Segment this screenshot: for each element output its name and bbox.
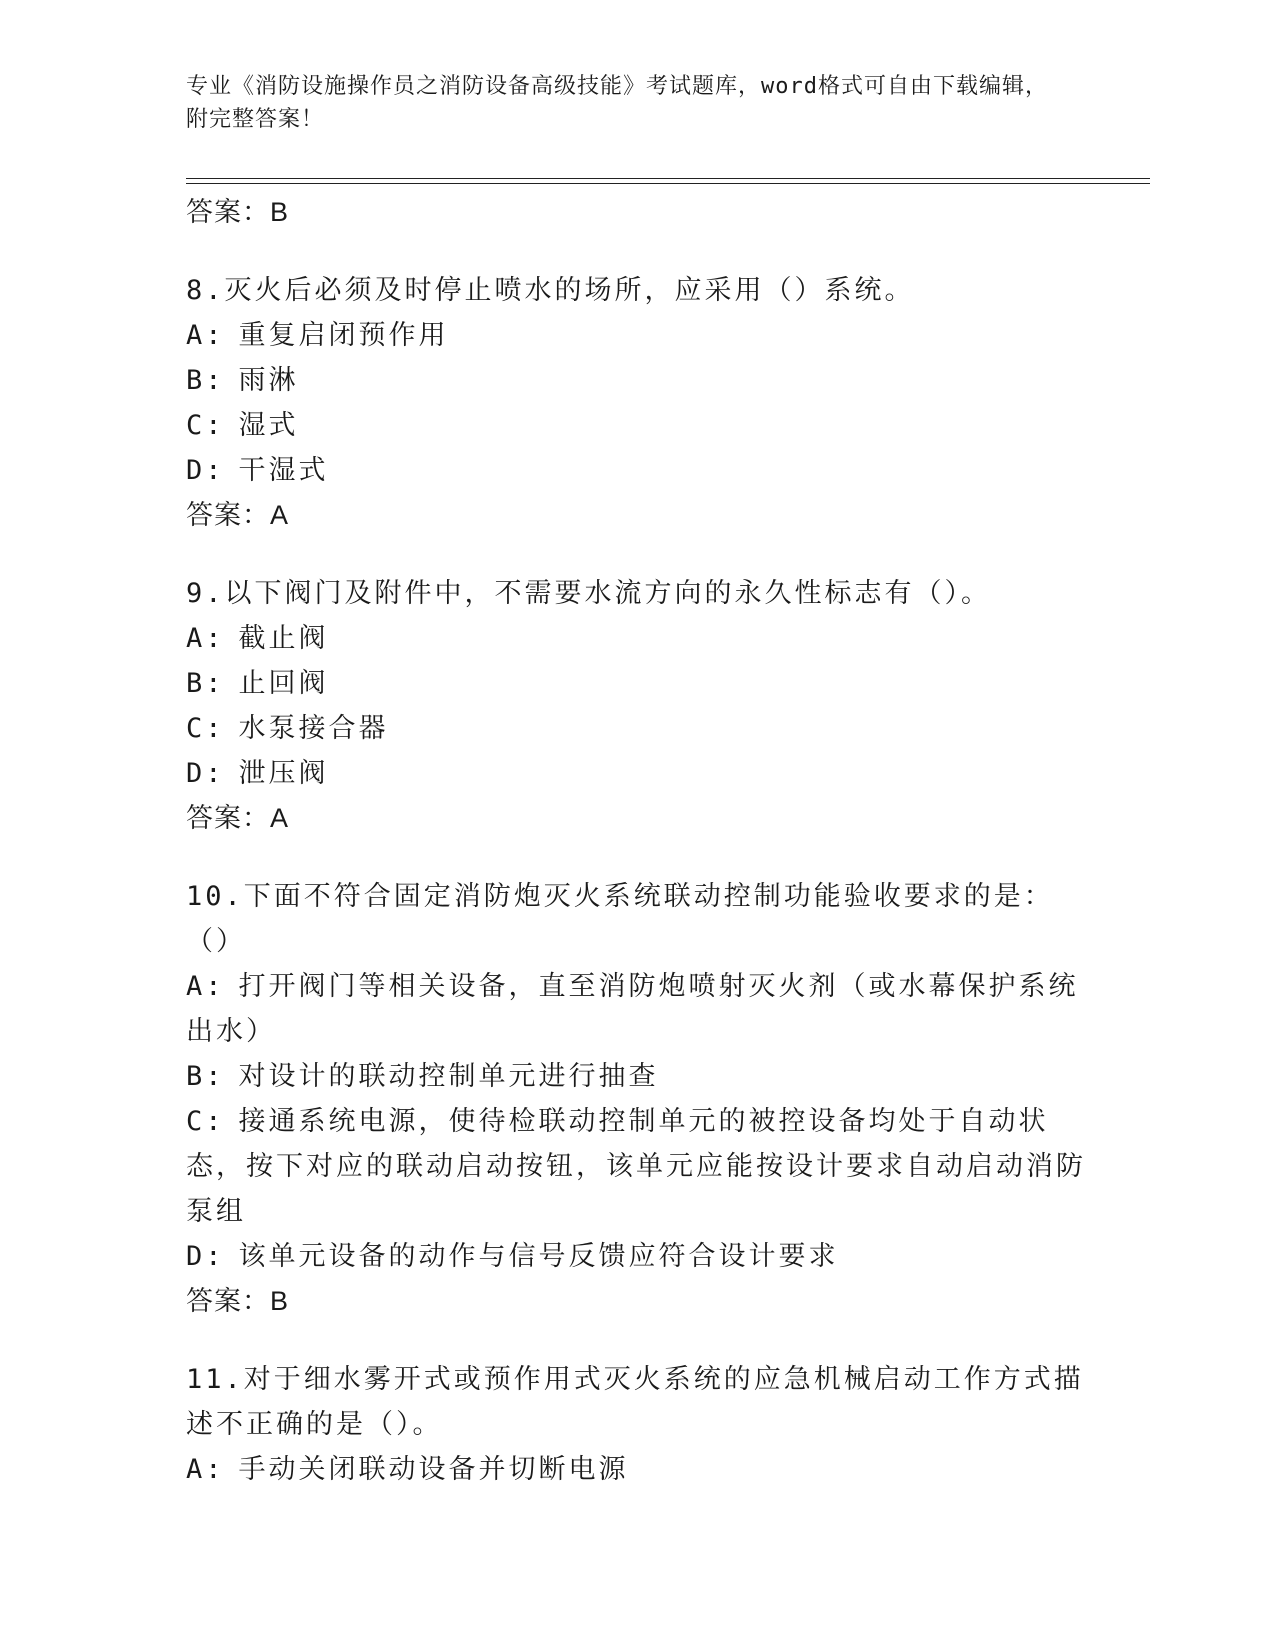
option-text: 打开阀门等相关设备，直至消防炮喷射灭火剂（或水幕保护系统出水） bbox=[186, 971, 1079, 1047]
option-b bbox=[186, 358, 1086, 403]
option-text: 该单元设备的动作与信号反馈应符合设计要求 bbox=[238, 1241, 839, 1272]
option-text: 泄压阀 bbox=[238, 758, 329, 789]
option-a bbox=[186, 1447, 1086, 1492]
previous-answer: 答案：B bbox=[186, 197, 290, 227]
option-c bbox=[186, 403, 1086, 448]
option-letter: A: bbox=[186, 971, 225, 1002]
question-answer: 答案：B bbox=[186, 1286, 290, 1316]
question-answer: 答案：A bbox=[186, 500, 290, 530]
question-10 bbox=[186, 874, 1086, 1323]
option-letter: C: bbox=[186, 713, 225, 744]
option-c bbox=[186, 706, 1086, 751]
question-text: 11.对于细水雾开式或预作用式灭火系统的应急机械启动工作方式描述不正确的是（）。 bbox=[186, 1364, 1084, 1440]
option-text: 重复启闭预作用 bbox=[238, 320, 449, 351]
option-text: 截止阀 bbox=[238, 623, 329, 654]
question-answer: 答案：A bbox=[186, 803, 290, 833]
option-letter: C: bbox=[186, 410, 225, 441]
option-d bbox=[186, 1234, 1086, 1279]
option-text: 对设计的联动控制单元进行抽查 bbox=[238, 1061, 659, 1092]
option-text: 雨淋 bbox=[238, 365, 299, 396]
header-rule-top bbox=[186, 178, 1150, 179]
option-letter: D: bbox=[186, 1241, 225, 1272]
option-letter: C: bbox=[186, 1106, 225, 1137]
header-description: 专业《消防设施操作员之消防设备高级技能》考试题库，word格式可自由下载编辑，附完整答案！ bbox=[186, 74, 1048, 132]
question-text: 9.以下阀门及附件中，不需要水流方向的永久性标志有（）。 bbox=[186, 578, 992, 609]
option-text: 手动关闭联动设备并切断电源 bbox=[238, 1454, 629, 1485]
option-text: 接通系统电源，使待检联动控制单元的被控设备均处于自动状态，按下对应的联动启动按钮，该单元应能按设计要求自动启动消防泵组 bbox=[186, 1106, 1086, 1227]
option-b bbox=[186, 1054, 1086, 1099]
option-text: 干湿式 bbox=[238, 455, 329, 486]
option-a bbox=[186, 964, 1086, 1054]
option-letter: A: bbox=[186, 623, 225, 654]
option-d bbox=[186, 751, 1086, 796]
question-11 bbox=[186, 1357, 1086, 1492]
option-c bbox=[186, 1099, 1086, 1234]
option-a bbox=[186, 313, 1086, 358]
option-text: 止回阀 bbox=[238, 668, 329, 699]
option-a bbox=[186, 616, 1086, 661]
option-letter: B: bbox=[186, 365, 225, 396]
question-list bbox=[186, 190, 1086, 1492]
document-header bbox=[186, 70, 1066, 136]
option-letter: D: bbox=[186, 455, 225, 486]
question-text: 8.灭火后必须及时停止喷水的场所，应采用（）系统。 bbox=[186, 275, 915, 306]
option-text: 湿式 bbox=[238, 410, 299, 441]
question-text: 10.下面不符合固定消防炮灭火系统联动控制功能验收要求的是：（） bbox=[186, 881, 1054, 957]
option-b bbox=[186, 661, 1086, 706]
option-letter: A: bbox=[186, 320, 225, 351]
option-letter: B: bbox=[186, 1061, 225, 1092]
option-text: 水泵接合器 bbox=[238, 713, 389, 744]
question-9 bbox=[186, 571, 1086, 840]
option-letter: D: bbox=[186, 758, 225, 789]
option-letter: B: bbox=[186, 668, 225, 699]
option-d bbox=[186, 448, 1086, 493]
header-rule-bottom bbox=[186, 183, 1150, 184]
option-letter: A: bbox=[186, 1454, 225, 1485]
question-8 bbox=[186, 268, 1086, 537]
